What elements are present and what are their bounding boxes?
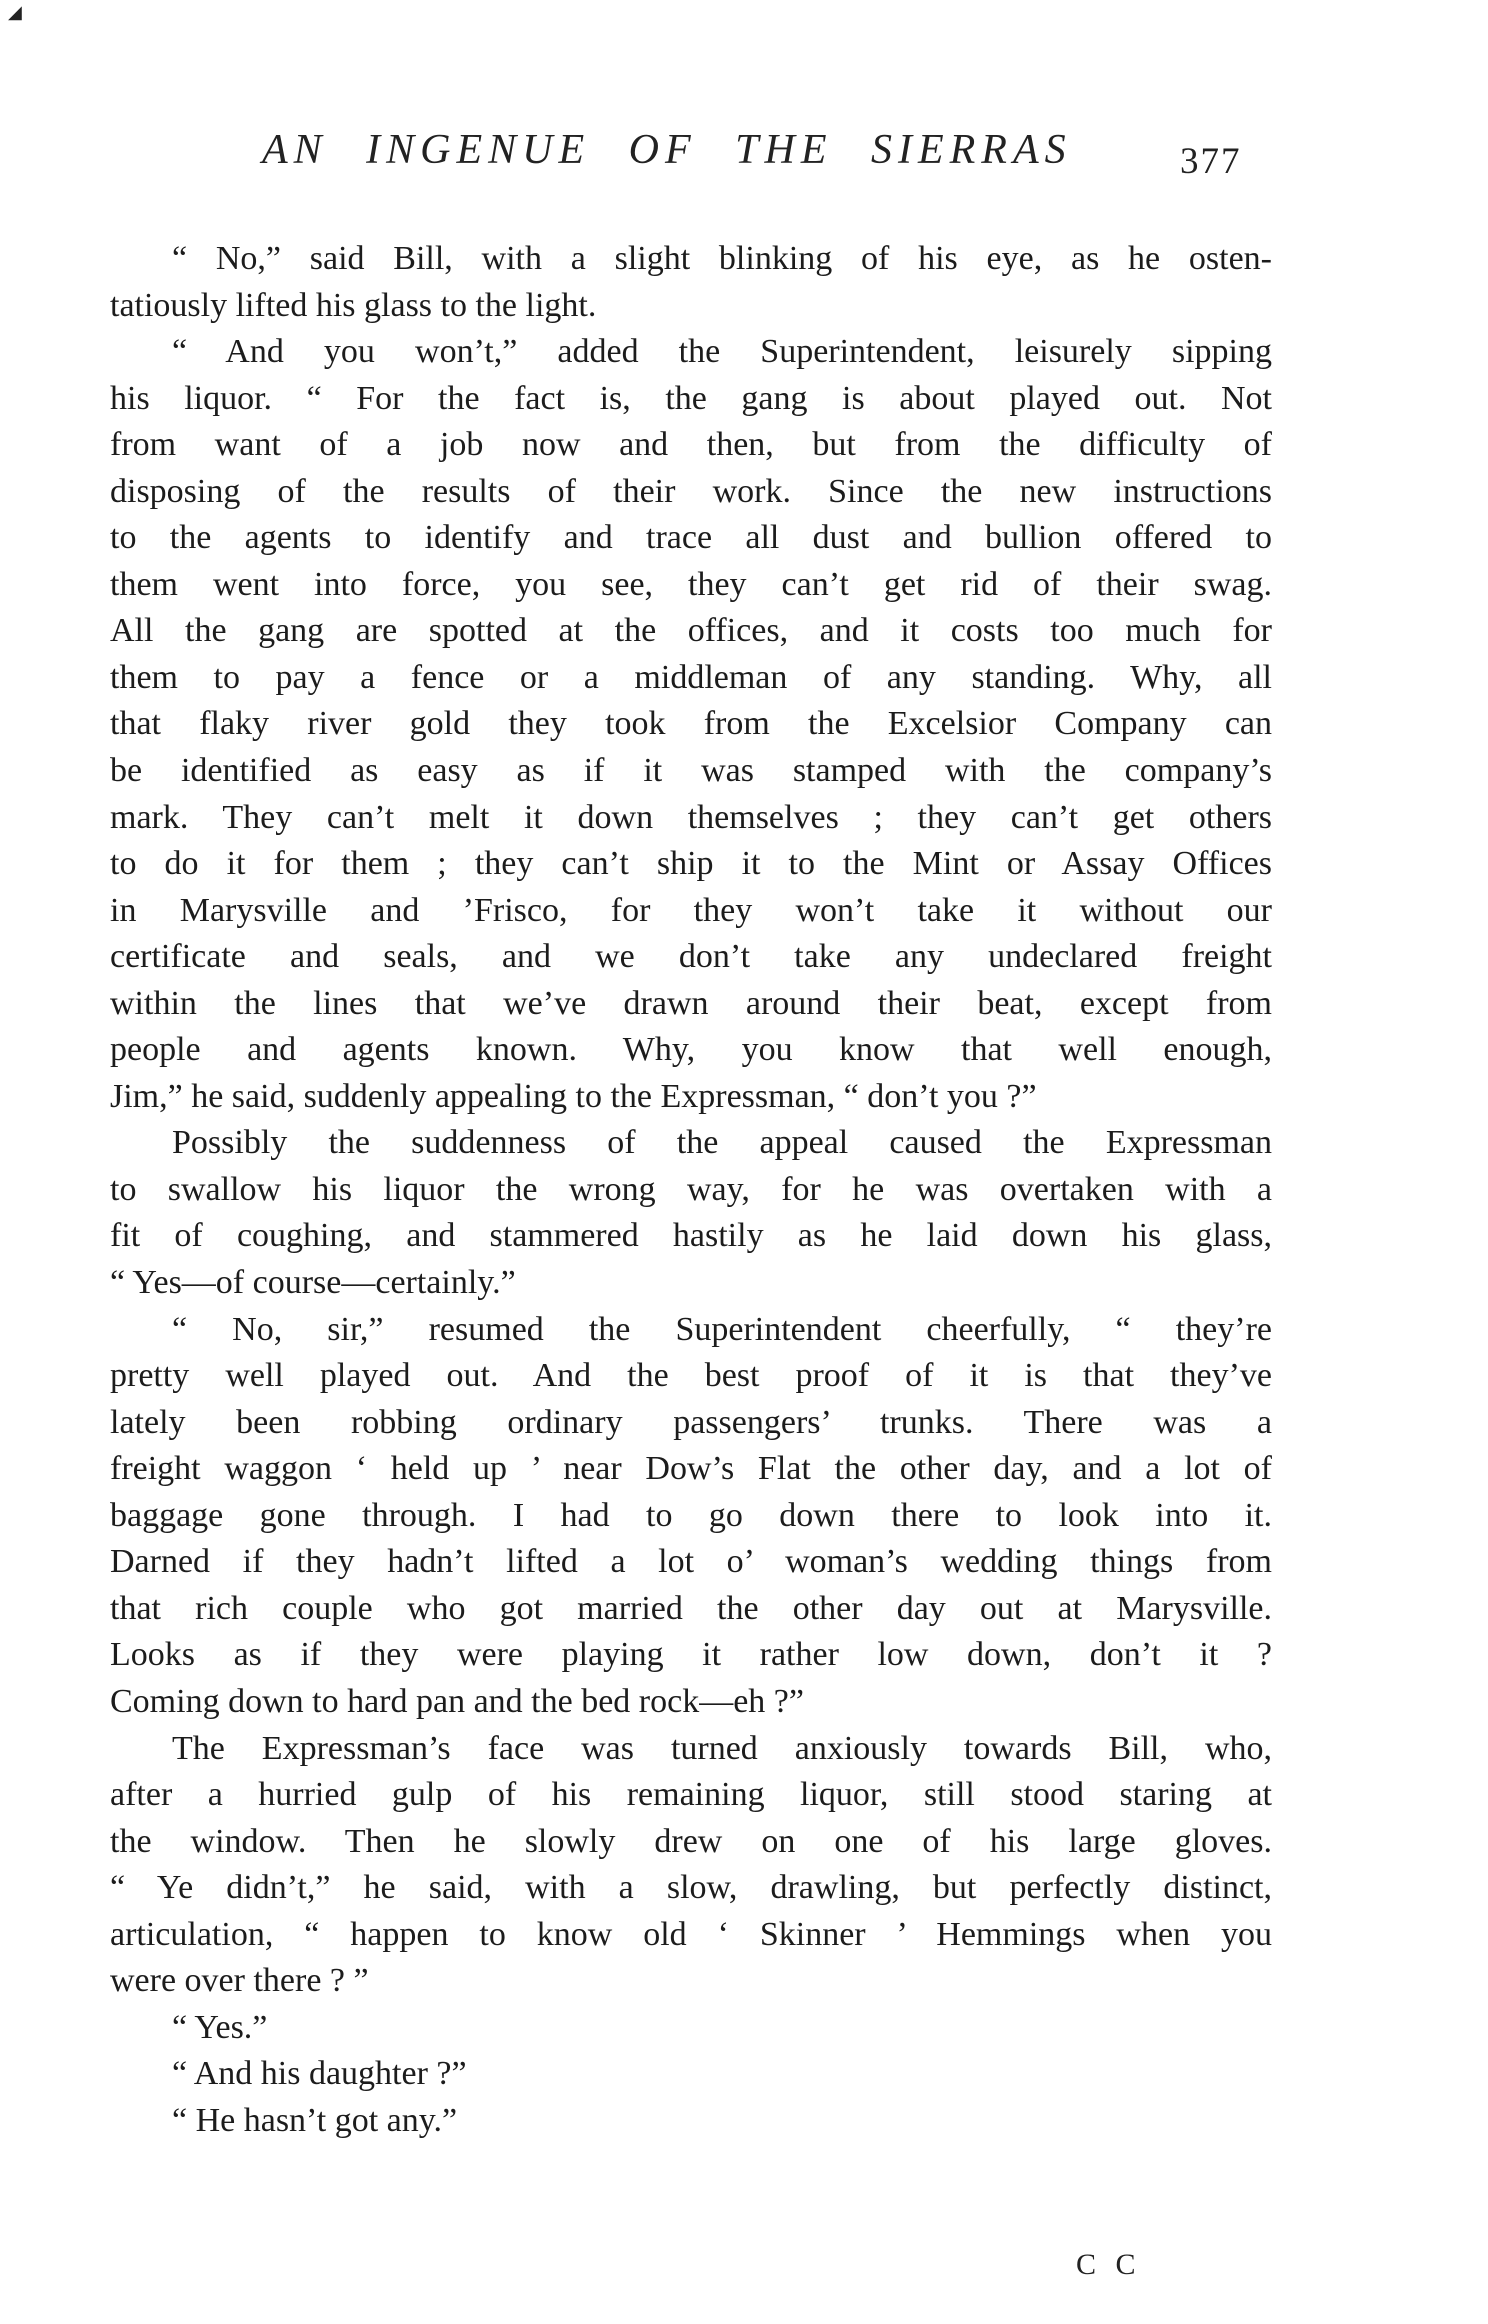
text-line: “ And you won’t,” added the Superintendent, leisurely sipping [172, 333, 1272, 371]
text-line: Looks as if they were playing it rather low down, don’t it ? [110, 1636, 1272, 1674]
text-line: the window. Then he slowly drew on one of his large gloves. [110, 1822, 1272, 1860]
text-line: “ Yes.” [172, 2008, 268, 2046]
text-line: disposing of the results of their work. Since the new instructions [110, 472, 1272, 510]
text-line: lately been robbing ordinary passengers’ trunks. There was a [110, 1403, 1272, 1441]
text-line: be identified as easy as if it was stamped with the company’s [110, 752, 1272, 790]
text-line: after a hurried gulp of his remaining liquor, still stood staring at [110, 1776, 1272, 1814]
text-line: were over there ? ” [110, 1962, 369, 2000]
text-line: them to pay a fence or a middleman of any standing. Why, all [110, 658, 1272, 696]
text-line: fit of coughing, and stammered hastily as he laid down his glass, [110, 1217, 1272, 1255]
text-line: baggage gone through. I had to go down there to look into it. [110, 1496, 1272, 1534]
text-line: Darned if they hadn’t lifted a lot o’ woman’s wedding things from [110, 1543, 1272, 1581]
text-line: that rich couple who got married the other day out at Marysville. [110, 1589, 1272, 1627]
text-line: articulation, “ happen to know old ‘ Skinner ’ Hemmings when you [110, 1915, 1272, 1953]
text-line: “ No,” said Bill, with a slight blinking of his eye, as he osten- [172, 240, 1272, 277]
text-line: tatiously lifted his glass to the light. [110, 286, 597, 324]
ink-speck-icon: ◢ [8, 2, 22, 22]
text-line: to do it for them ; they can’t ship it to the Mint or Assay Offices [110, 845, 1272, 883]
text-line: pretty well played out. And the best proof of it is that they’ve [110, 1357, 1272, 1395]
text-line: that flaky river gold they took from the Excelsior Company can [110, 705, 1272, 743]
text-line: The Expressman’s face was turned anxiously towards Bill, who, [172, 1729, 1272, 1767]
text-line: “ He hasn’t got any.” [172, 2101, 458, 2139]
text-line: to swallow his liquor the wrong way, for he was overtaken with a [110, 1170, 1272, 1208]
text-line: his liquor. “ For the fact is, the gang is about played out. Not [110, 379, 1272, 417]
text-line: in Marysville and ’Frisco, for they won’t take it without our [110, 891, 1272, 929]
text-line: Jim,” he said, suddenly appealing to the Expressman, “ don’t you ?” [110, 1077, 1037, 1115]
signature-mark: C C [1076, 2248, 1142, 2281]
text-line: “ Ye didn’t,” he said, with a slow, drawling, but perfectly distinct, [110, 1869, 1272, 1907]
text-line: to the agents to identify and trace all dust and bullion offered to [110, 519, 1272, 557]
text-line: within the lines that we’ve drawn around their beat, except from [110, 984, 1272, 1022]
text-line: certificate and seals, and we don’t take any undeclared freight [110, 938, 1272, 976]
text-line: mark. They can’t melt it down themselves ; they can’t get others [110, 798, 1272, 836]
text-line: from want of a job now and then, but from the difficulty of [110, 426, 1272, 464]
body-text [110, 236, 1272, 2144]
text-line: Possibly the suddenness of the appeal caused the Expressman [172, 1124, 1272, 1162]
text-line: “ Yes—of course—certainly.” [110, 1264, 516, 1302]
text-line: them went into force, you see, they can’t get rid of their swag. [110, 565, 1272, 603]
text-line: freight waggon ‘ held up ’ near Dow’s Flat the other day, and a lot of [110, 1450, 1272, 1488]
text-line: Coming down to hard pan and the bed rock—eh ?” [110, 1682, 804, 1720]
text-line: “ And his daughter ?” [172, 2055, 467, 2093]
running-head: AN INGENUE OF THE SIERRAS [262, 127, 1072, 173]
page-number: 377 [1180, 141, 1242, 182]
text-line: people and agents known. Why, you know that well enough, [110, 1031, 1272, 1069]
text-line: “ No, sir,” resumed the Superintendent cheerfully, “ they’re [172, 1310, 1272, 1348]
text-line: All the gang are spotted at the offices, and it costs too much for [110, 612, 1272, 650]
